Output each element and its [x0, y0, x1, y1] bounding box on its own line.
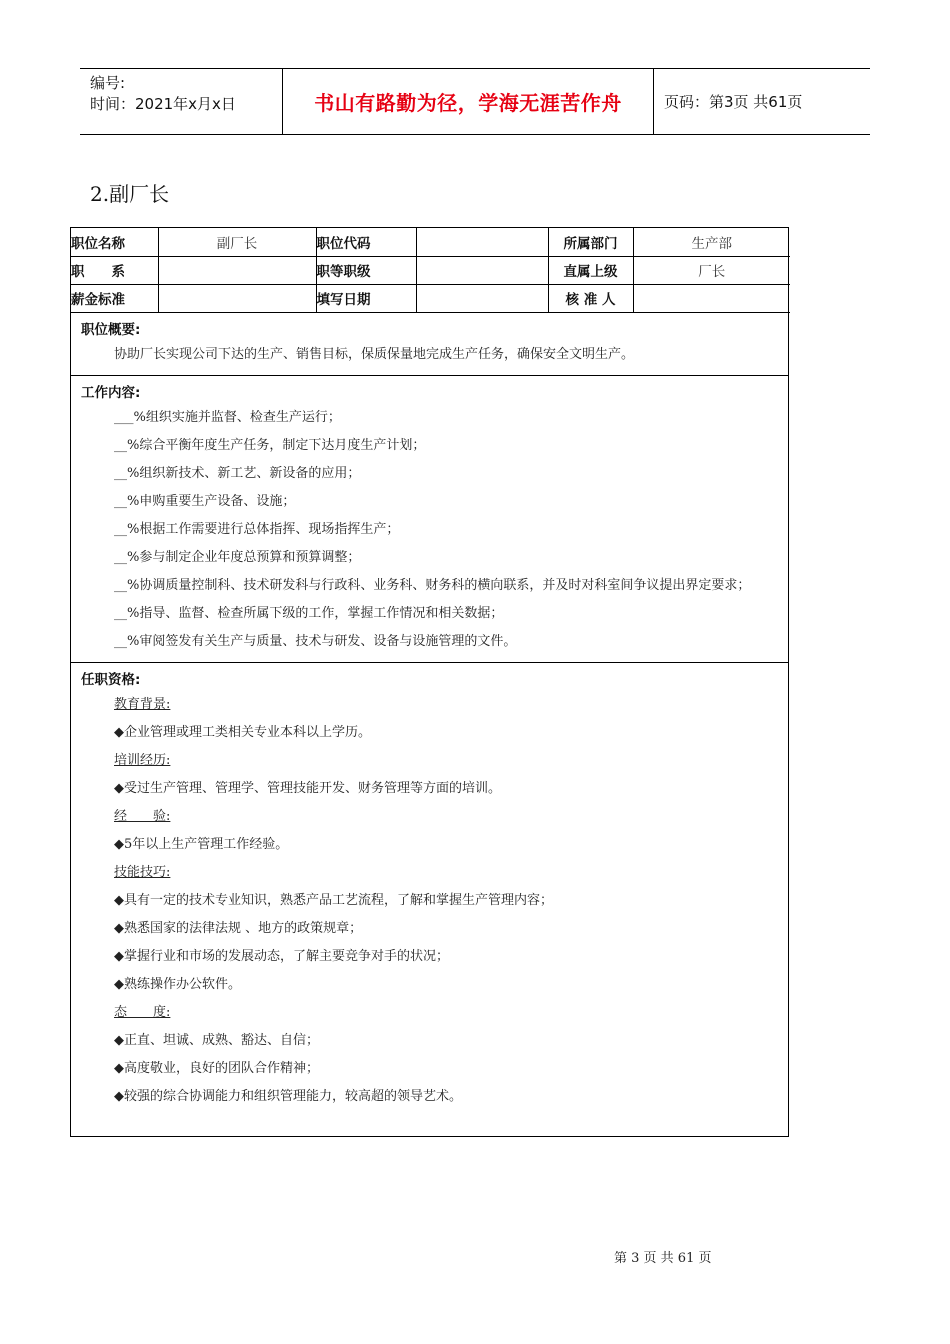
- header-left: [80, 69, 282, 134]
- page-header: [80, 68, 870, 135]
- list-item: __%综合平衡年度生产任务，制定下达月度生产计划；: [114, 437, 426, 453]
- list-item: ◆较强的综合协调能力和组织管理能力，较高超的领导艺术。: [114, 1088, 462, 1104]
- job-info-table: [71, 228, 790, 313]
- list-item: ◆熟悉国家的法律法规 、地方的政策规章；: [114, 920, 363, 936]
- qualifications-title: 任职资格:: [81, 671, 141, 688]
- document-number-label: 编号:: [90, 74, 126, 92]
- list-item: ◆正直、坦诚、成熟、豁达、自信；: [114, 1032, 319, 1048]
- list-item: ___%组织实施并监督、检查生产运行；: [114, 409, 341, 425]
- overview-title: 职位概要:: [81, 321, 141, 338]
- table-row: [71, 256, 790, 284]
- field-label: 职等职级: [316, 256, 416, 284]
- list-item: ◆企业管理或理工类相关专业本科以上学历。: [114, 724, 371, 740]
- list-item: __%参与制定企业年度总预算和预算调整；: [114, 549, 361, 565]
- overview-section: [71, 313, 788, 376]
- experience-label: 经 验:: [114, 808, 171, 824]
- table-row: [71, 284, 790, 312]
- table-row: [71, 228, 790, 256]
- section-title: 2.副厂长: [90, 182, 170, 206]
- list-item: ◆熟练操作办公软件。: [114, 976, 241, 992]
- header-motto: 书山有路勤为径，学海无涯苦作舟: [282, 69, 654, 134]
- header-page-label: 页码：第3页 共61页: [664, 93, 803, 111]
- list-item: __%组织新技术、新工艺、新设备的应用；: [114, 465, 361, 481]
- page-footer: 第 3 页 共 61 页: [614, 1251, 712, 1266]
- field-value: [158, 256, 316, 284]
- field-label: 薪金标准: [71, 284, 158, 312]
- attitude-label: 态 度:: [114, 1004, 171, 1020]
- list-item: __%协调质量控制科、技术研发科与行政科、业务科、财务科的横向联系，并及时对科室间争议提出界定要求；: [114, 577, 751, 593]
- document-time-label: 时间：2021年x月x日: [90, 95, 236, 113]
- field-value: 副厂长: [158, 228, 316, 256]
- job-description-form: [70, 227, 789, 1137]
- list-item: ◆具有一定的技术专业知识，熟悉产品工艺流程，了解和掌握生产管理内容；: [114, 892, 553, 908]
- skills-label: 技能技巧:: [114, 864, 171, 880]
- list-item: ◆高度敬业，良好的团队合作精神；: [114, 1060, 319, 1076]
- overview-text: 协助厂长实现公司下达的生产、销售目标，保质保量地完成生产任务，确保安全文明生产。: [114, 346, 635, 362]
- field-label: 职位代码: [316, 228, 416, 256]
- list-item: __%审阅签发有关生产与质量、技术与研发、设备与设施管理的文件。: [114, 633, 517, 649]
- field-label: 职位名称: [71, 228, 158, 256]
- field-value: [416, 284, 548, 312]
- list-item: __%指导、监督、检查所属下级的工作，掌握工作情况和相关数据；: [114, 605, 504, 621]
- list-item: __%申购重要生产设备、设施；: [114, 493, 296, 509]
- list-item: __%根据工作需要进行总体指挥、现场指挥生产；: [114, 521, 400, 537]
- field-label: 职 系: [71, 256, 158, 284]
- list-item: ◆受过生产管理、管理学、管理技能开发、财务管理等方面的培训。: [114, 780, 501, 796]
- field-value: [633, 284, 790, 312]
- list-item: ◆5年以上生产管理工作经验。: [114, 836, 289, 852]
- field-value: 生产部: [633, 228, 790, 256]
- duties-title: 工作内容:: [81, 384, 141, 401]
- field-label: 填写日期: [316, 284, 416, 312]
- field-value: [416, 256, 548, 284]
- education-label: 教育背景:: [114, 696, 171, 712]
- training-label: 培训经历:: [114, 752, 171, 768]
- field-label: 直属上级: [548, 256, 633, 284]
- field-value: [158, 284, 316, 312]
- field-value: [416, 228, 548, 256]
- qualifications-section: [71, 663, 788, 1117]
- field-label: 所属部门: [548, 228, 633, 256]
- field-label: 核 准 人: [548, 284, 633, 312]
- field-value: 厂长: [633, 256, 790, 284]
- list-item: ◆掌握行业和市场的发展动态，了解主要竞争对手的状况；: [114, 948, 449, 964]
- duties-section: [71, 376, 788, 663]
